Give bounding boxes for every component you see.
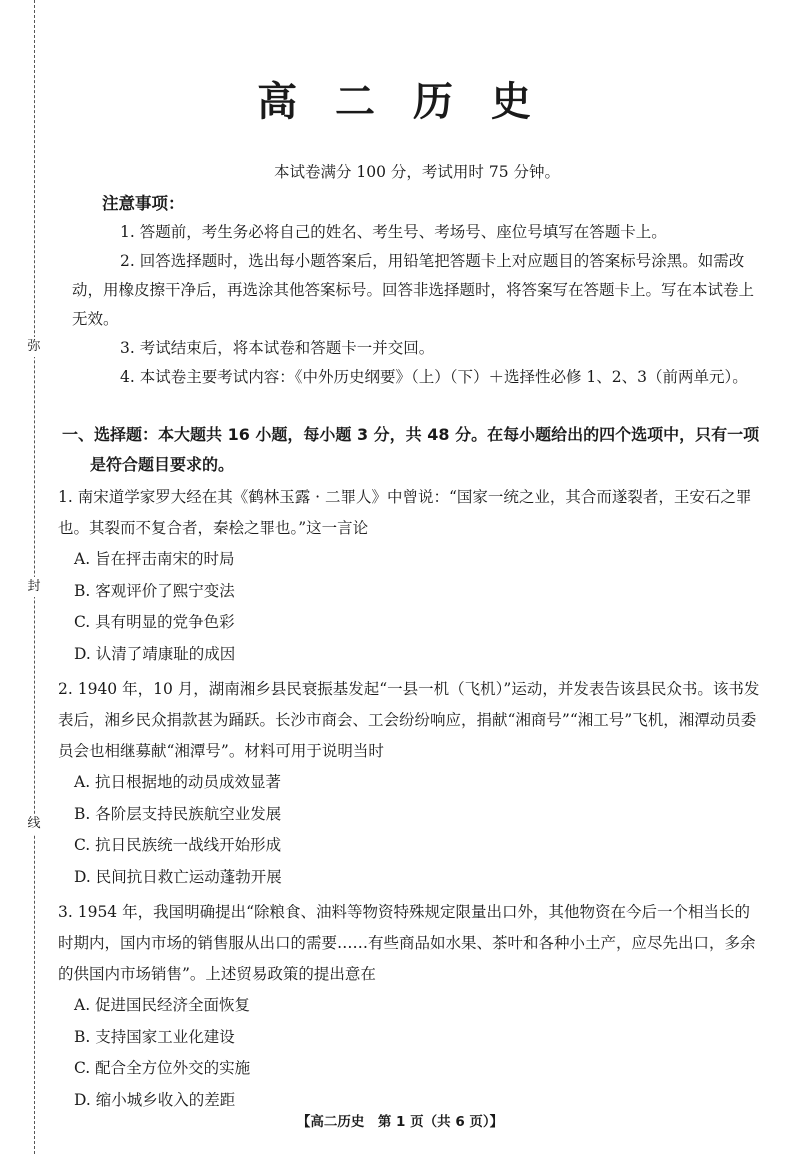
option-a: A. 抗日根据地的动员成效显著 bbox=[74, 773, 282, 791]
question-2 bbox=[58, 674, 762, 893]
question-1 bbox=[58, 482, 762, 670]
seal-char-mi: 弥 bbox=[24, 337, 44, 357]
option-b: B. 各阶层支持民族航空业发展 bbox=[74, 804, 282, 823]
question-stem: 1. 南宋道学家罗大经在其《鹤林玉露 · 二罪人》中曾说：“国家一统之业，其合而遂裂者，王安石之罪也。其裂而不复合者，秦桧之罪也。”这一言论 bbox=[58, 488, 752, 537]
option-a: A. 促进国民经济全面恢复 bbox=[74, 996, 251, 1014]
notice-item-4: 4. 本试卷主要考试内容：《中外历史纲要》（上）（下）＋选择性必修 1、2、3（前两单元）。 bbox=[120, 368, 748, 386]
notice-item-3: 3. 考试结束后，将本试卷和答题卡一并交回。 bbox=[120, 339, 435, 357]
question-stem: 3. 1954 年，我国明确提出“除粮食、油料等物资特殊规定限量出口外，其他物资在今后一个相当长的时期内，国内市场的销售服从出口的需要……有些商品如水果、茶叶和各种小土产，应尽先出口，多余的供国内市场销售”。上述贸易政策的提出意在 bbox=[58, 903, 756, 983]
exam-subtitle: 本试卷满分 100 分，考试用时 75 分钟。 bbox=[273, 163, 561, 181]
option-c: C. 抗日民族统一战线开始形成 bbox=[74, 836, 282, 854]
question-stem: 2. 1940 年，10 月，湖南湘乡县民衰振基发起“一县一机（飞机）”运动，并发表告该县民众书。该书发表后，湘乡民众捐款甚为踊跃。长沙市商会、工会纷纷响应，捐献“湘商号”“湘工号”飞机，湘潭动员委员会也相继募献“湘潭号”。材料可用于说明当时 bbox=[58, 680, 760, 760]
seal-char-feng: 封 bbox=[24, 577, 44, 597]
page-title: 高 二 历 史 bbox=[257, 79, 543, 125]
notice-heading: 注意事项： bbox=[102, 194, 185, 213]
option-d: D. 缩小城乡收入的差距 bbox=[74, 1090, 236, 1109]
question-3 bbox=[58, 897, 762, 1116]
option-c: C. 配合全方位外交的实施 bbox=[74, 1059, 251, 1077]
exam-content bbox=[58, 160, 762, 1116]
section-heading: 一、选择题：本大题共 16 小题，每小题 3 分，共 48 分。在每小题给出的四个选项中，只有一项是符合题目要求的。 bbox=[62, 425, 760, 474]
option-d: D. 民间抗日救亡运动蓬勃开展 bbox=[74, 867, 282, 886]
option-a: A. 旨在抨击南宋的时局 bbox=[74, 550, 235, 568]
notice-item-2: 2. 回答选择题时，选出每小题答案后，用铅笔把答题卡上对应题目的答案标号涂黑。如需改动，用橡皮擦干净后，再选涂其他答案标号。回答非选择题时，将答案写在答题卡上。写在本试卷上无效。 bbox=[72, 252, 755, 328]
notice-item-1: 1. 答题前，考生务必将自己的姓名、考生号、考场号、座位号填写在答题卡上。 bbox=[120, 223, 667, 241]
option-b: B. 客观评价了熙宁变法 bbox=[74, 581, 235, 600]
page-footer: 【高二历史 第 1 页（共 6 页）】 bbox=[296, 1114, 504, 1130]
option-b: B. 支持国家工业化建设 bbox=[74, 1027, 235, 1046]
option-c: C. 具有明显的党争色彩 bbox=[74, 613, 235, 631]
seal-char-xian: 线 bbox=[24, 814, 44, 834]
option-d: D. 认清了靖康耻的成因 bbox=[74, 644, 236, 663]
